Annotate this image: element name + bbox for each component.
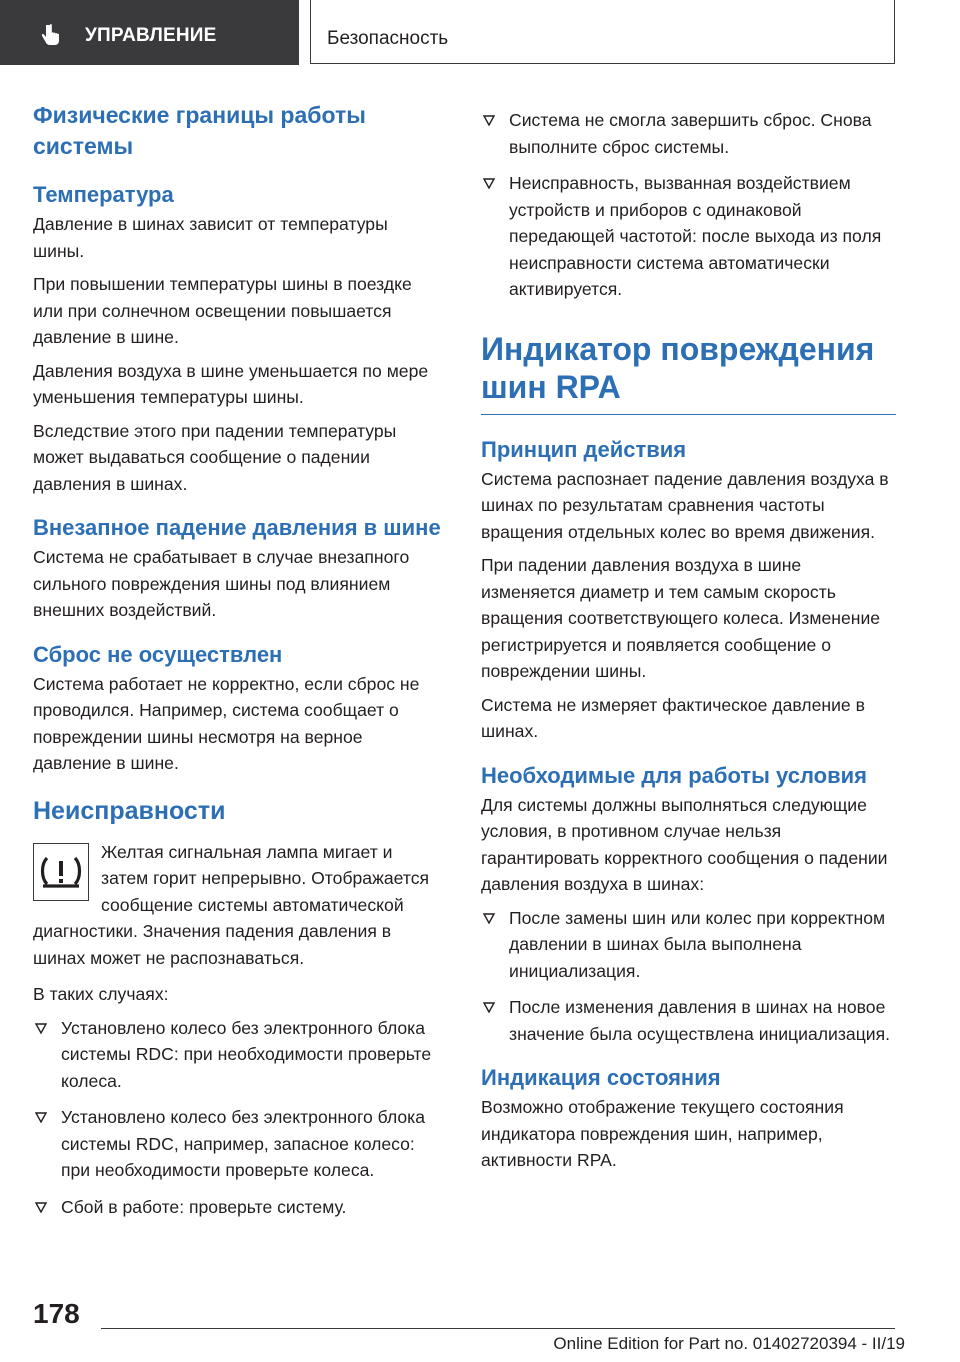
list-item: Неисправность, вызванная воздействием устройств и приборов с одинаковой передающей частотой: после выхода из поля неисправности система автоматически активируется. [481, 170, 896, 303]
heading-status: Индикация состояния [481, 1065, 721, 1090]
tire-pressure-warning-icon [33, 843, 89, 901]
paragraph: При падении давления воздуха в шине изменяется диаметр и тем самым скорость вращения соответствующего колеса. Изменение регистрируется и появляется сообщение о повреждении шины. [481, 555, 881, 681]
triangle-bullet-icon [483, 115, 495, 126]
paragraph: Давление в шинах зависит от температуры шины. [33, 214, 388, 261]
right-column [481, 105, 896, 1181]
page-number: 178 [33, 1298, 80, 1329]
paragraph: При повышении температуры шины в поездке или при солнечном освещении повышается давление в шине. [33, 274, 412, 347]
triangle-bullet-icon [35, 1023, 47, 1034]
triangle-bullet-icon [35, 1202, 47, 1213]
paragraph: В таких случаях: [33, 984, 169, 1004]
paragraph: Возможно отображение текущего состояния индикатора повреждения шин, например, активности RPA. [481, 1097, 844, 1170]
paragraph: Давления воздуха в шине уменьшается по мере уменьшения температуры шины. [33, 360, 429, 407]
subsection-box [310, 0, 895, 64]
heading-conditions: Необходимые для работы условия [481, 762, 867, 788]
reset-list [481, 107, 896, 303]
triangle-bullet-icon [35, 1112, 47, 1123]
section-tab [0, 0, 299, 65]
footer-edition: Online Edition for Part no. 01402720394 - II/19 [553, 1334, 905, 1353]
footer-divider [101, 1328, 895, 1329]
paragraph: Система распознает падение давления воздуха в шинах по результатам сравнения частоты вращения отдельных колес во время движения. [481, 468, 889, 542]
list-item: Установлено колесо без электронного блока системы RDC: при необходимости проверьте колеса. [33, 1015, 443, 1095]
triangle-bullet-icon [483, 1002, 495, 1013]
paragraph: Для системы должны выполняться следующие условия, в противном случае нельзя гарантировать корректного сообщения о падении давления воздуха в шинах: [481, 794, 888, 894]
list-item: После замены шин или колес при корректном давлении в шинах была выполнена инициализация. [481, 905, 896, 985]
triangle-bullet-icon [483, 178, 495, 189]
list-item: Установлено колесо без электронного блока системы RDC, например, запасное колесо: при необходимости проверьте колеса. [33, 1104, 443, 1184]
heading-temperature: Температура [33, 182, 174, 207]
hand-pointer-icon [38, 22, 64, 48]
paragraph: Система работает не корректно, если сброс не проводился. Например, система сообщает о повреждении шины несмотря на верное давление в шине. [33, 673, 420, 773]
triangle-bullet-icon [483, 913, 495, 924]
paragraph: Желтая сигнальная лампа мигает и затем горит непрерывно. Отображается сообщение системы автоматической диагностики. Значения падения давления в шинах может не распознаваться. [33, 841, 430, 968]
list-item: После изменения давления в шинах на новое значение была осуществлена инициализация. [481, 994, 896, 1047]
list-item: Сбой в работе: проверьте систему. [33, 1194, 443, 1221]
paragraph: Вследствие этого при падении температуры может выдаваться сообщение о падении давления в шинах. [33, 420, 397, 494]
warning-block [33, 839, 443, 972]
paragraph: Система не измеряет фактическое давление в шинах. [481, 694, 865, 741]
section-title: УПРАВЛЕНИЕ [85, 25, 217, 46]
page-title: Физические границы работы системы [33, 102, 366, 159]
section-heading-rpa: Индикатор повреждения шин RPA [481, 330, 896, 415]
subsection-title: Безопасность [327, 28, 449, 49]
fault-list [33, 1015, 443, 1221]
heading-reset: Сброс не осуществлен [33, 641, 283, 667]
left-column [33, 100, 443, 1230]
list-item: Система не смогла завершить сброс. Снова выполните сброс системы. [481, 107, 896, 160]
conditions-list [481, 905, 896, 1048]
heading-faults: Неисправности [33, 796, 226, 825]
paragraph: Система не срабатывает в случае внезапного сильного повреждения шины под влиянием внешних воздействий. [33, 547, 410, 620]
heading-principle: Принцип действия [481, 436, 687, 462]
heading-sudden-drop: Внезапное падение давления в шине [33, 515, 441, 540]
